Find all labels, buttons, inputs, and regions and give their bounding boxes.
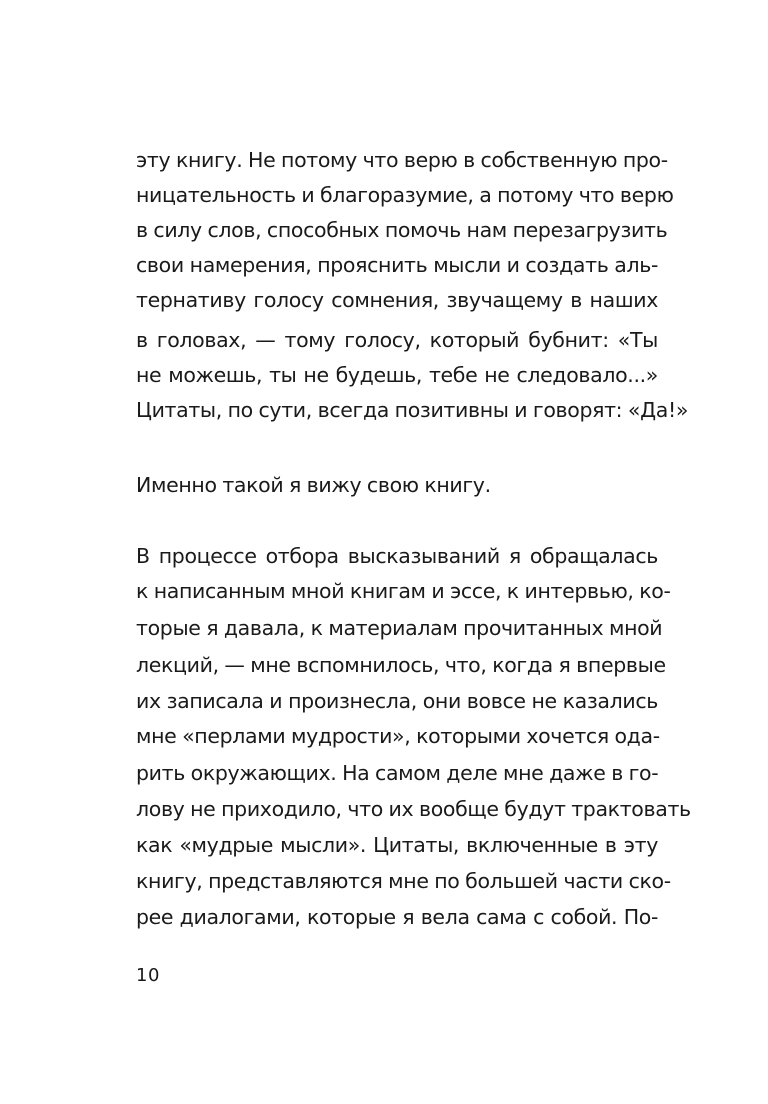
text-line: их записала и произнесла, они вовсе не казались	[136, 689, 658, 713]
text-line: мне «перлами мудрости», которыми хочется ода-	[136, 724, 660, 748]
text-line: не можешь, ты не будешь, тебе не следовало...»	[136, 363, 658, 387]
text-line: эту книгу. Не потому что верю в собственную про-	[136, 148, 668, 172]
text-line: торые я давала, к материалам прочитанных мной	[136, 616, 663, 640]
text-line: тернативу голосу сомнения, звучащему в наших	[136, 288, 658, 312]
text-line: в головах, — тому голосу, который бубнит: «Ты	[136, 328, 658, 352]
text-line: Именно такой я вижу свою книгу.	[136, 473, 491, 497]
text-line: лову не приходило, что их вообще будут трактовать	[136, 797, 691, 821]
text-line: Цитаты, по сути, всегда позитивны и говорят: «Да!»	[136, 398, 689, 422]
page-number: 10	[136, 965, 160, 986]
text-line: ницательность и благоразумие, а потому что верю	[136, 183, 674, 207]
text-line: рить окружающих. На самом деле мне даже в го-	[136, 761, 659, 785]
text-line: лекций, — мне вспомнилось, что, когда я впервые	[136, 653, 666, 677]
text-line: как «мудрые мысли». Цитаты, включенные в эту	[136, 833, 658, 857]
text-line: В процессе отбора высказываний я обращалась	[136, 544, 658, 568]
text-line: свои намерения, прояснить мысли и создать аль-	[136, 253, 658, 277]
text-line: в силу слов, способных помочь нам перезагрузить	[136, 218, 668, 242]
text-line: к написанным мной книгам и эссе, к интервью, ко-	[136, 579, 671, 603]
text-line: книгу, представляются мне по большей части ско-	[136, 869, 671, 893]
text-line: рее диалогами, которые я вела сама с собой. По-	[136, 905, 658, 929]
